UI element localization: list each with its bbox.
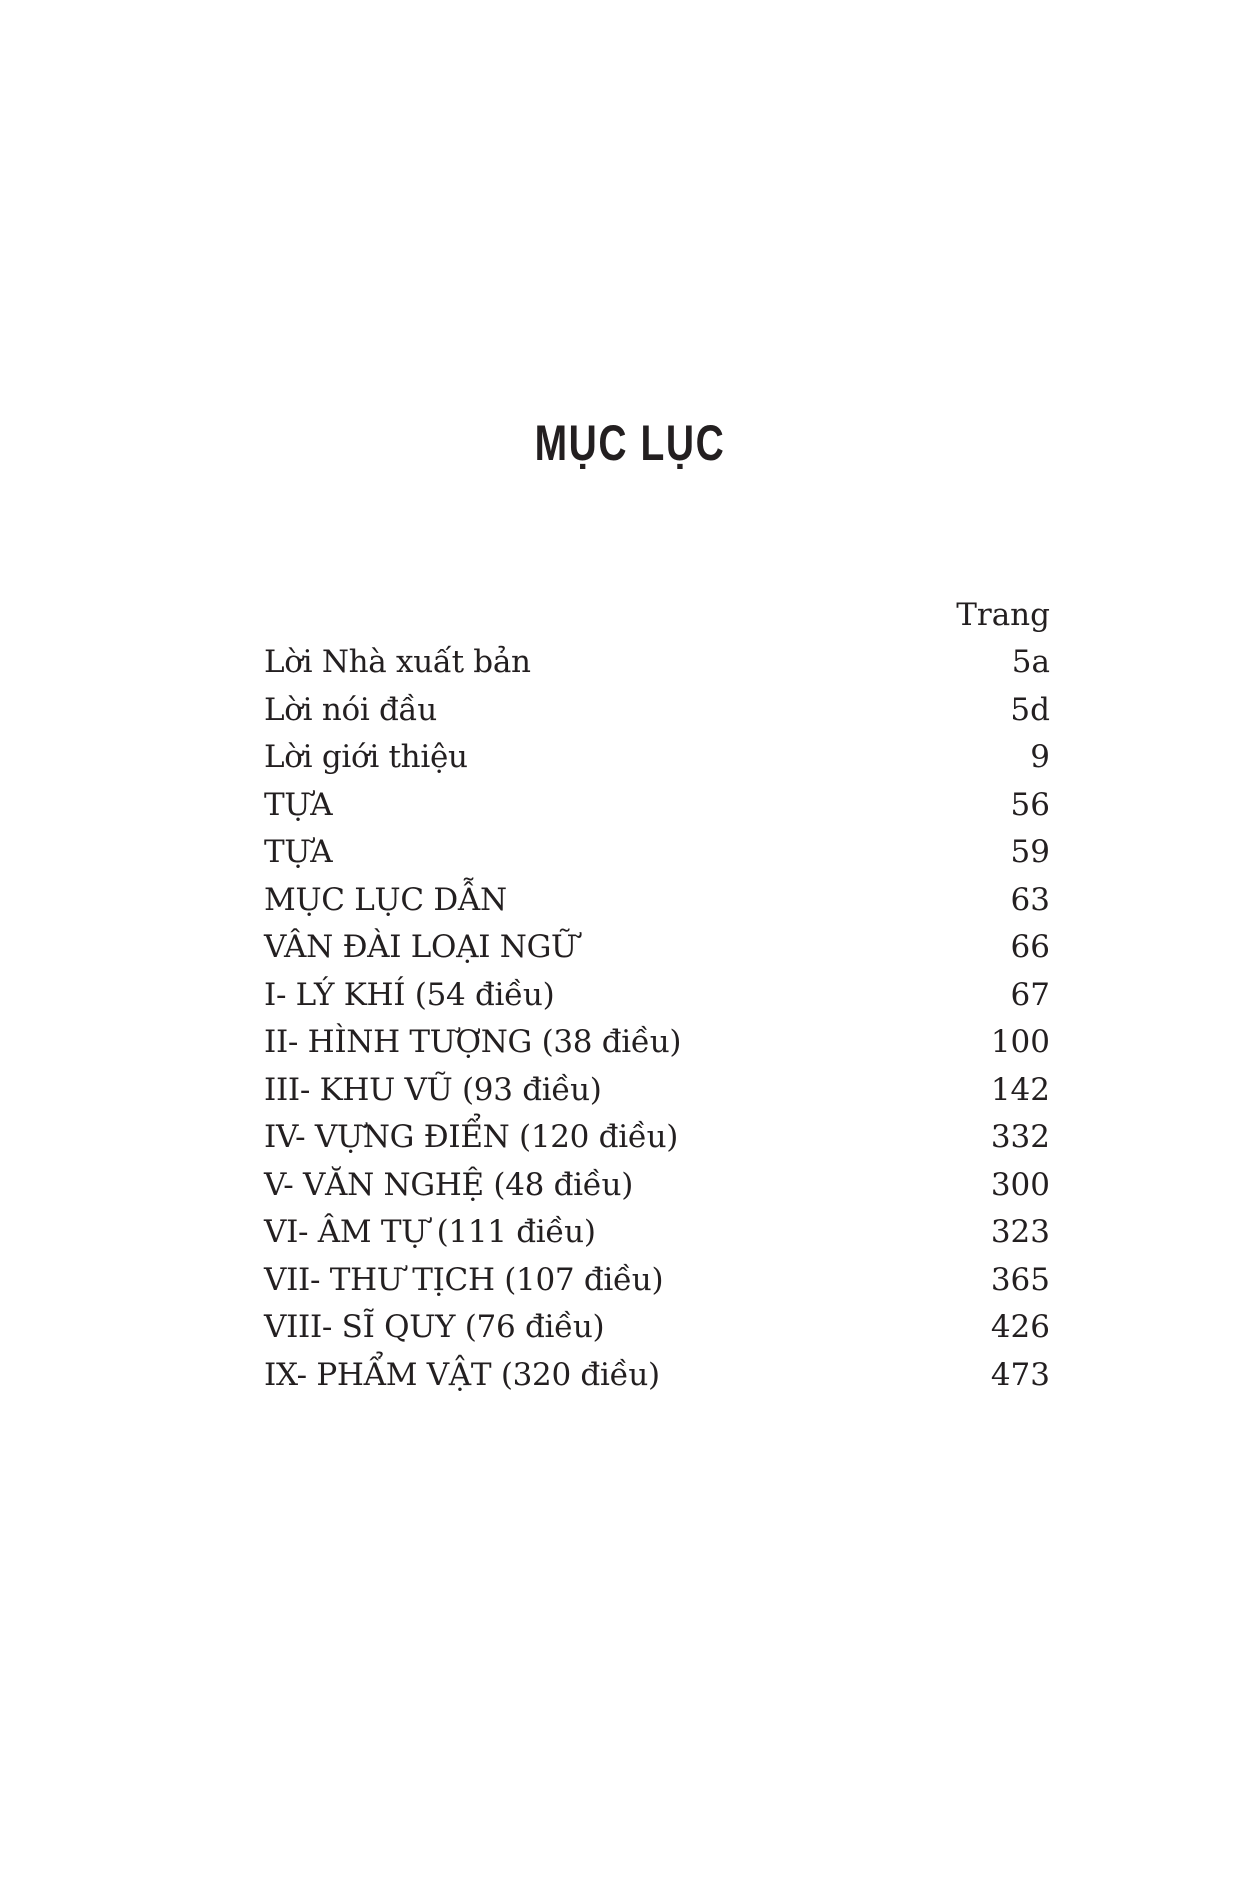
toc-entry (264, 1304, 1050, 1352)
toc-entry-page: 100 (990, 1024, 1050, 1060)
toc-entry-page: 56 (1010, 786, 1050, 823)
toc-entry-label: IV- VỰNG ĐIỂN (120 điều) (264, 1119, 679, 1155)
toc-entry (264, 1352, 1050, 1400)
toc-entry-page: 473 (990, 1356, 1050, 1393)
page-column-header: Trang (956, 597, 1050, 633)
toc-entry-label: VI- ÂM TỰ (111 điều) (264, 1214, 596, 1250)
toc-entry-label: II- HÌNH TƯỢNG (38 điều) (264, 1024, 682, 1060)
page-title: MỤC LỤC (534, 415, 726, 471)
toc-entry (264, 1114, 1050, 1162)
toc-entry-label: Lời Nhà xuất bản (264, 644, 531, 680)
toc-entry (264, 1019, 1050, 1067)
toc-entry-page: 426 (990, 1309, 1050, 1345)
toc-entry-page: 332 (990, 1119, 1050, 1155)
toc-entry-label: I- LÝ KHÍ (54 điều) (264, 976, 555, 1013)
toc-entry-label: VII- THƯ TỊCH (107 điều) (264, 1261, 664, 1298)
toc-entry-label: IX- PHẨM VẬT (320 điều) (264, 1356, 660, 1393)
toc-entry (264, 734, 1050, 782)
toc-entry-label: VÂN ĐÀI LOẠI NGỮ (264, 929, 577, 965)
toc-entry-page: 365 (990, 1261, 1050, 1298)
toc-entry (264, 1209, 1050, 1257)
toc-entry-label: TỰA (264, 786, 333, 823)
toc-entry-label: V- VĂN NGHỆ (48 điều) (264, 1166, 634, 1203)
toc-entry (264, 924, 1050, 972)
toc-entry (264, 829, 1050, 877)
toc-entry-label: TỰA (264, 834, 333, 870)
table-of-contents (264, 592, 1050, 1399)
toc-entry-page: 300 (990, 1166, 1050, 1203)
toc-entry (264, 639, 1050, 687)
toc-entry-label: MỤC LỤC DẪN (264, 881, 507, 918)
toc-entry-label: Lời nói đầu (264, 691, 437, 728)
toc-entry-page: 9 (1030, 739, 1050, 775)
toc-entry (264, 972, 1050, 1020)
toc-entry-page: 142 (990, 1071, 1050, 1108)
toc-entry-label: Lời giới thiệu (264, 739, 468, 775)
toc-entry-page: 66 (1010, 929, 1050, 965)
toc-entry (264, 687, 1050, 735)
toc-entry-page: 59 (1010, 834, 1050, 870)
toc-entry (264, 1257, 1050, 1305)
toc-entry-label: III- KHU VŨ (93 điều) (264, 1071, 602, 1108)
toc-entry-page: 323 (990, 1214, 1050, 1250)
toc-entry-page: 63 (1010, 881, 1050, 918)
toc-entry (264, 1067, 1050, 1115)
toc-entry-page: 5a (1011, 644, 1050, 680)
toc-entry-label: VIII- SĨ QUY (76 điều) (264, 1309, 605, 1345)
toc-entry-page: 5d (1010, 691, 1050, 728)
toc-entry (264, 782, 1050, 830)
toc-entry (264, 877, 1050, 925)
toc-entry (264, 1162, 1050, 1210)
toc-entry-page: 67 (1010, 976, 1050, 1013)
